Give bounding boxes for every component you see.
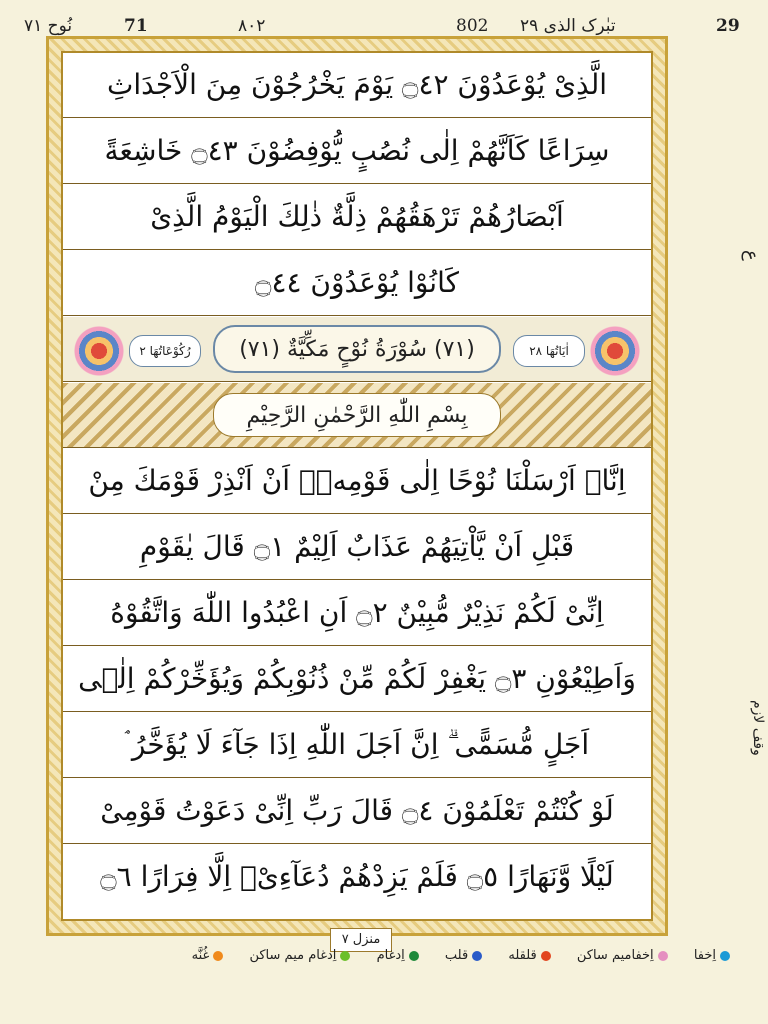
text-area: [61, 51, 653, 921]
quran-line-7: اِنِّیْ لَكُمْ نَذِیْرٌ مُّبِیْنٌ ۝٢ اَنِ اعْبُدُوا اللّٰهَ وَاتَّقُوْهُ: [63, 581, 651, 646]
surah-banner: [63, 317, 651, 382]
header-page-arabic: ٨٠٢: [238, 16, 266, 36]
floral-ornament-icon: [71, 323, 127, 379]
legend-dot-icon: [541, 951, 551, 961]
header-juz-number: 29: [716, 16, 740, 36]
legend-dot-icon: [409, 951, 419, 961]
quran-line-6: قَبْلِ اَنْ یَّاْتِیَهُمْ عَذَابٌ اَلِیْمٌ ۝١ قَالَ یٰقَوْمِ: [63, 515, 651, 580]
legend-dot-icon: [472, 951, 482, 961]
quran-line-10: لَوْ كُنْتُمْ تَعْلَمُوْنَ ۝٤ قَالَ رَبِّ اِنِّیْ دَعَوْتُ قَوْمِیْ: [63, 779, 651, 844]
bismillah: بِسْمِ اللّٰهِ الرَّحْمٰنِ الرَّحِیْمِ: [213, 393, 501, 437]
page-border: [46, 36, 668, 936]
tajweed-legend: [30, 948, 730, 978]
ruku-marker: ع: [741, 250, 762, 261]
header-juz-name: تبٰرک الذی ٢٩: [520, 16, 616, 36]
legend-item: اِخفا: [694, 948, 730, 963]
legend-item: اِخفامیم ساكن: [577, 948, 668, 963]
header-surah-name: نُوح ٧١: [24, 16, 73, 36]
legend-dot-icon: [213, 951, 223, 961]
manzil-label: منزل ٧: [330, 928, 392, 952]
quran-line-9: اَجَلٍ مُّسَمًّی ۗ اِنَّ اَجَلَ اللّٰهِ اِذَا جَآءَ لَا یُؤَخَّرُ ۘ: [63, 713, 651, 778]
quran-line-2: سِرَاعًا كَاَنَّهُمْ اِلٰی نُصُبٍ یُّوْفِضُوْنَ ۝٤٣ خَاشِعَةً: [63, 119, 651, 184]
quran-line-11: لَیْلًا وَّنَهَارًا ۝٥ فَلَمْ یَزِدْهُمْ دُعَآءِیْۤ اِلَّا فِرَارًا ۝٦: [100, 860, 614, 893]
quran-line-3: اَبْصَارُهُمْ تَرْهَقُهُمْ ذِلَّةٌ ذٰلِكَ الْیَوْمُ الَّذِیْ: [63, 185, 651, 250]
header-surah-number: 71: [124, 16, 148, 36]
ayat-count: اٰیَاتُهَا ٢٨: [513, 335, 585, 367]
quran-line-5: اِنَّاۤ اَرْسَلْنَا نُوْحًا اِلٰی قَوْمِهٖۤ اَنْ اَنْذِرْ قَوْمَكَ مِنْ: [63, 449, 651, 514]
legend-dot-icon: [720, 951, 730, 961]
ruku-count: رُكُوْعَاتُهَا ٢: [129, 335, 201, 367]
legend-item: قلب: [445, 948, 482, 963]
legend-item: قلقله: [508, 948, 550, 963]
quran-line-1: الَّذِیْ یُوْعَدُوْنَ ۝٤٢ یَوْمَ یَخْرُجُوْنَ مِنَ الْاَجْدَاثِ: [63, 53, 651, 118]
surah-title: (٧١) سُوْرَةُ نُوْحٍ مَكِّیَّةٌ (٧١): [213, 325, 501, 373]
legend-dot-icon: [658, 951, 668, 961]
quran-line-8: وَاَطِیْعُوْنِ ۝٣ یَغْفِرْ لَكُمْ مِّنْ ذُنُوْبِكُمْ وَیُؤَخِّرْكُمْ اِلٰۤی: [63, 647, 651, 712]
legend-dot-icon: [340, 951, 350, 961]
bismillah-band: [63, 383, 651, 448]
header-page-latin: 802: [456, 16, 489, 36]
floral-ornament-icon: [587, 323, 643, 379]
waqf-note: وقف لازم: [750, 700, 766, 756]
legend-item: اِدغام میم ساكن: [249, 948, 350, 963]
legend-item: اِدغام: [377, 948, 419, 963]
quran-line-4: كَانُوْا یُوْعَدُوْنَ ۝٤٤: [63, 251, 651, 316]
legend-item: غُنَّه: [192, 948, 224, 963]
